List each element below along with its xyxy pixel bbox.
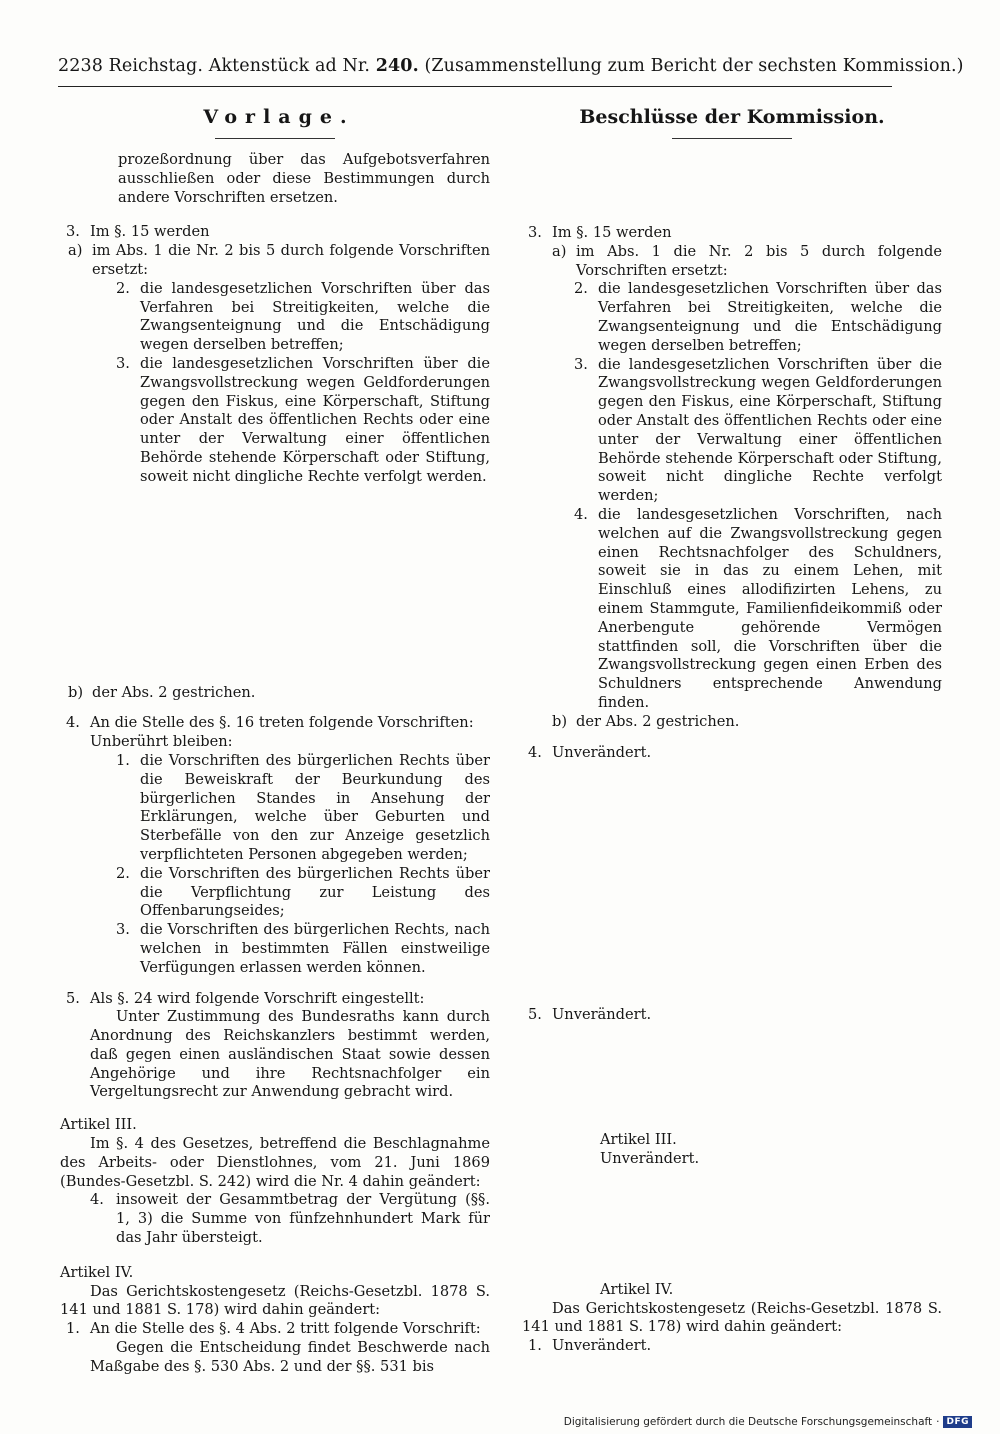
page-number: 2238	[58, 56, 103, 76]
left-item-3a-label: a)	[68, 242, 83, 260]
left-item-4-1	[60, 752, 490, 865]
left-column-title: Vorlage.	[203, 106, 355, 128]
left-item-4-1-text: die Vorschriften des bürgerlichen Rechts über die Beweiskraft der Beurkundung des bürgerlichen Standes in Ansehung der Erklärungen, welche über Geburten und Sterbefälle von den zur Anzeige gesetzlich verpflichteten Personen abgegeben werden;	[140, 751, 490, 863]
left-item-4-intro: Unberührt bleiben:	[90, 733, 233, 751]
right-item-3a-3	[522, 356, 942, 506]
right-item-3-label: 3.	[528, 224, 542, 241]
document-prefix: Aktenstück ad Nr.	[208, 56, 371, 76]
left-art3-item-4-text: insoweit der Gesammtbetrag der Vergütung (§§. 1, 3) die Summe von fünfzehnhundert Mark für das Jahr übersteigt.	[116, 1191, 490, 1247]
right-item-5-text: Unverändert.	[552, 1006, 652, 1024]
left-item-3a-text: im Abs. 1 die Nr. 2 bis 5 durch folgende Vorschriften ersetzt:	[92, 242, 490, 278]
document-number: 240.	[375, 56, 419, 76]
page-header	[58, 56, 964, 84]
left-item-3	[60, 223, 490, 242]
right-item-3b-text: der Abs. 2 gestrichen.	[576, 712, 740, 730]
right-art3-text: Unverändert.	[600, 1149, 700, 1167]
right-item-5	[522, 1006, 942, 1025]
left-item-4-1-label: 1.	[116, 751, 130, 769]
right-item-3a-4-label: 4.	[574, 505, 588, 523]
left-item-3-text: Im §. 15 werden	[90, 223, 210, 241]
left-art4-item-1	[60, 1320, 490, 1339]
left-item-5-label: 5.	[66, 989, 80, 1007]
right-item-3b	[522, 713, 942, 732]
footer-text: Digitalisierung gefördert durch die Deutsche Forschungsgemeinschaft	[563, 1416, 933, 1428]
journal-name: Reichstag.	[108, 56, 204, 76]
left-item-3b-label: b)	[68, 683, 84, 701]
left-art4-title: Artikel IV.	[60, 1263, 134, 1281]
left-art4-text: Das Gerichtskostengesetz (Reichs-Gesetzbl. 1878 S. 141 und 1881 S. 178) wird dahin geändert:	[60, 1282, 490, 1319]
left-art3-text: Im §. 4 des Gesetzes, betreffend die Beschlagnahme des Arbeits- oder Dienstlohnes, vom 21. Juni 1869 (Bundes-Gesetzbl. S. 242) wird die Nr. 4 dahin geändert:	[60, 1135, 490, 1190]
right-item-3a-3-text: die landesgesetzlichen Vorschriften über die Zwangsvollstreckung wegen Geldforderungen gegen den Fiskus, eine Körperschaft, Stiftung oder Anstalt des öffentlichen Rechts oder eine unter der Verwaltung einer öffentlichen Behörde stehende Körperschaft oder Stiftung, soweit nicht dingliche Rechte verfolgt werden;	[598, 355, 942, 505]
right-item-5-label: 5.	[528, 1006, 542, 1024]
right-art4-title: Artikel IV.	[600, 1280, 674, 1298]
header-subtitle: (Zusammenstellung zum Bericht der sechsten Kommission.)	[424, 56, 964, 76]
footer-separator: ·	[936, 1416, 940, 1428]
left-item-4-3-label: 3.	[116, 921, 130, 939]
left-art4-item-1-text: An die Stelle des §. 4 Abs. 2 tritt folgende Vorschrift:	[90, 1320, 481, 1338]
left-item-3a-2	[60, 280, 490, 355]
dfg-logo-icon: DFG	[943, 1416, 972, 1428]
right-item-3b-label: b)	[552, 712, 568, 730]
left-item-5-body: Unter Zustimmung des Bundesraths kann durch Anordnung des Reichskanzlers bestimmt werden, daß gegen einen ausländischen Staat sowie dessen Angehörige und ihre Rechtsnachfolger ein Vergeltungsrecht zur Anwendung gebracht wird.	[90, 1008, 490, 1101]
digitization-footer	[564, 1416, 972, 1428]
right-item-3	[522, 224, 942, 243]
right-item-3a-text: im Abs. 1 die Nr. 2 bis 5 durch folgende Vorschriften ersetzt:	[576, 242, 942, 279]
left-item-5	[60, 990, 490, 1009]
right-item-3a-4	[522, 506, 942, 713]
left-continuation-text: prozeßordnung über das Aufgebotsverfahren ausschließen oder diese Bestimmungen durch andere Vorschriften ersetzen.	[118, 151, 490, 206]
left-item-3a-3	[60, 355, 490, 487]
left-art3-item-4	[60, 1191, 490, 1247]
right-item-3a-label: a)	[552, 242, 567, 260]
left-item-3a-2-label: 2.	[116, 279, 130, 297]
left-item-3a-2-text: die landesgesetzlichen Vorschriften über das Verfahren bei Streitigkeiten, welche die Zwangsenteignung und die Entschädigung wegen derselben betreffen;	[140, 279, 490, 354]
right-item-4	[522, 744, 942, 763]
right-item-3a-2-label: 2.	[574, 280, 588, 298]
right-item-3a-2	[522, 280, 942, 355]
left-art4-item-1-body: Gegen die Entscheidung findet Beschwerde nach Maßgabe des §. 530 Abs. 2 und der §§. 531 bis	[90, 1339, 490, 1375]
right-art3-title: Artikel III.	[600, 1131, 677, 1149]
left-item-4-2	[60, 865, 490, 921]
right-art4-item-1	[522, 1337, 942, 1356]
right-item-3a-2-text: die landesgesetzlichen Vorschriften über das Verfahren bei Streitigkeiten, welche die Zwangsenteignung und die Entschädigung wegen derselben betreffen;	[598, 280, 942, 354]
left-item-3b-text: der Abs. 2 gestrichen.	[92, 683, 256, 701]
right-item-3a-4-text: die landesgesetzlichen Vorschriften, nach welchen auf die Zwangsvollstreckung gegen einen Rechtsnachfolger des Schuldners, soweit sie in das zu einem Lehen, mit Einschluß eines allodifizirten Lehens, zu einem Stammgute, Familienfideikommiß oder Anerbengute gehörende Vermögen stattfinden soll, die Vorschriften über die Zwangsvollstreckung gegen einen Erben des Schuldners entsprechende Anwendung finden.	[598, 505, 942, 711]
right-item-4-label: 4.	[528, 743, 542, 761]
right-art4-text: Das Gerichtskostengesetz (Reichs-Gesetzbl. 1878 S. 141 und 1881 S. 178) wird dahin geändert:	[522, 1299, 942, 1336]
left-item-4-2-text: die Vorschriften des bürgerlichen Rechts über die Verpflichtung zur Leistung des Offenbarungseides;	[140, 864, 490, 920]
left-title-rule	[215, 138, 335, 139]
left-item-3a-3-label: 3.	[116, 354, 130, 372]
right-art4-item-1-label: 1.	[528, 1337, 542, 1355]
header-rule	[58, 86, 892, 87]
left-art3-item-4-label: 4.	[90, 1191, 104, 1209]
right-art4-item-1-text: Unverändert.	[552, 1337, 652, 1355]
left-item-5-text: Als §. 24 wird folgende Vorschrift eingestellt:	[90, 989, 425, 1007]
right-column-title: Beschlüsse der Kommission.	[579, 106, 885, 128]
right-item-3-text: Im §. 15 werden	[552, 224, 672, 241]
left-item-3b	[60, 684, 490, 703]
left-item-4-2-label: 2.	[116, 864, 130, 882]
left-art4-item-1-label: 1.	[66, 1320, 80, 1338]
left-item-4-label: 4.	[66, 714, 80, 732]
right-item-4-text: Unverändert.	[552, 743, 652, 761]
left-item-4-3	[60, 921, 490, 977]
right-item-3a-3-label: 3.	[574, 355, 588, 373]
left-item-3a-3-text: die landesgesetzlichen Vorschriften über die Zwangsvollstreckung wegen Geldforderungen gegen den Fiskus, eine Körperschaft, Stiftung oder Anstalt des öffentlichen Rechts oder eine unter der Verwaltung einer öffentlichen Behörde stehende Körperschaft oder Stiftung, soweit nicht dingliche Rechte verfolgt werden.	[140, 354, 490, 485]
left-column	[60, 104, 490, 1377]
left-item-3a	[60, 242, 490, 280]
left-art3-title: Artikel III.	[60, 1116, 137, 1134]
right-title-rule	[672, 138, 792, 139]
right-column	[522, 104, 942, 1356]
left-item-4	[60, 714, 490, 733]
right-item-3a	[522, 243, 942, 281]
left-item-4-text: An die Stelle des §. 16 treten folgende Vorschriften:	[90, 714, 474, 732]
left-item-3-label: 3.	[66, 223, 80, 241]
left-item-4-3-text: die Vorschriften des bürgerlichen Rechts, nach welchen in bestimmten Fällen einstweilige Verfügungen erlassen werden können.	[140, 921, 490, 976]
